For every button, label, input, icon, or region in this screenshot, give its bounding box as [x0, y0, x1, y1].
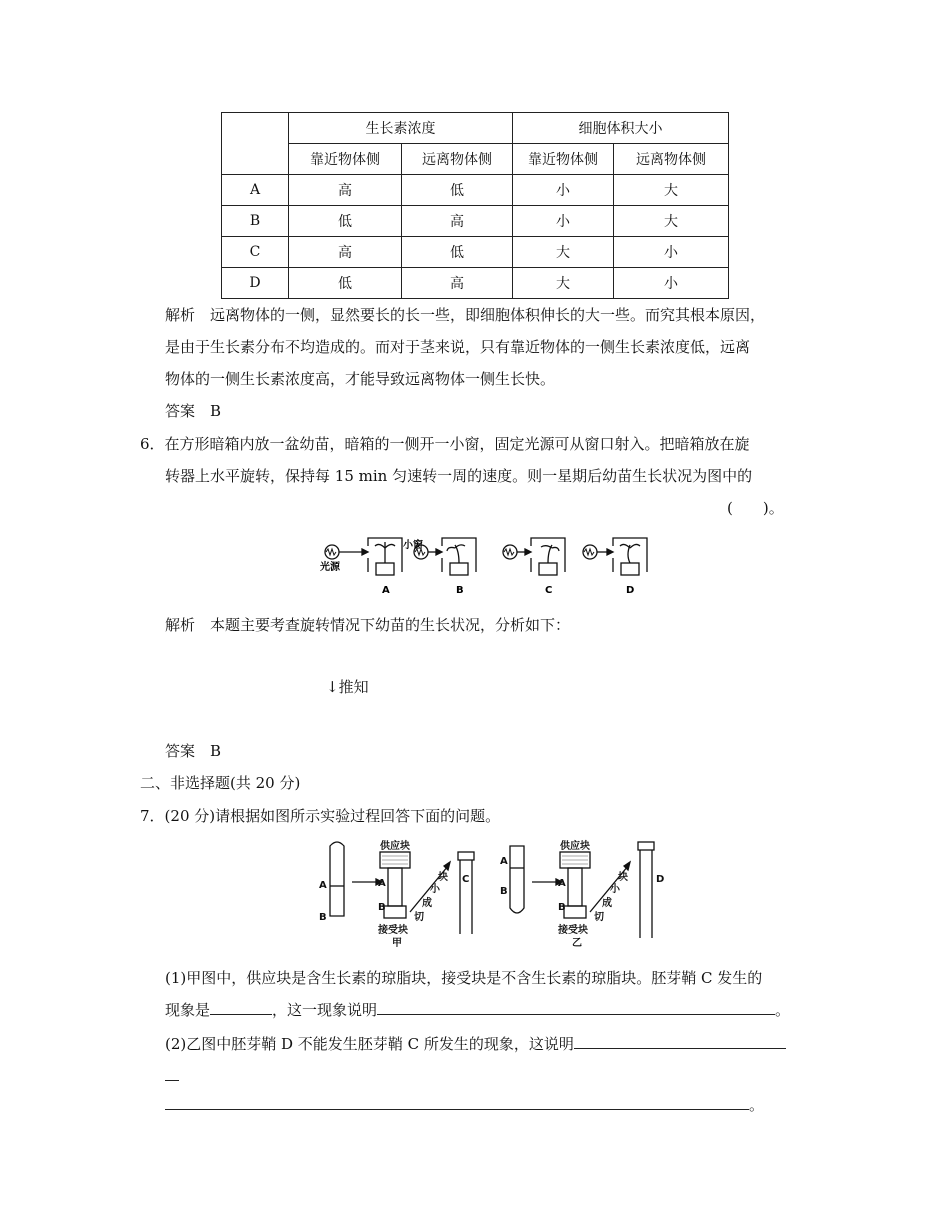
table-cell: 低 — [289, 268, 402, 299]
q7-part2-end: 。 — [749, 1096, 765, 1114]
q7-part1-line: (1)甲图中，供应块是含生长素的琼脂块，接受块是不含生长素的琼脂块。胚芽鞘 C 发生的 — [165, 969, 763, 987]
table-cell: 低 — [402, 175, 513, 206]
figure-label-a: A — [558, 878, 566, 889]
table-cell: 大 — [513, 237, 614, 268]
q7-part1-prefix: 现象是 — [165, 1001, 211, 1019]
figure-jia-label: 甲 — [392, 938, 402, 949]
answer-blank[interactable] — [165, 1080, 179, 1081]
lamp-icon — [503, 545, 517, 559]
q6-stem-line: 转器上水平旋转，保持每 15 min 匀速转一周的速度。则一星期后幼苗生长状况为图中的 — [165, 467, 753, 485]
q5-analysis-line: 是由于生长素分布不均造成的。而对于茎来说，只有靠近物体的一侧生长素浓度低，远离 — [165, 338, 751, 356]
light-source-label: 光源 — [320, 562, 340, 573]
figure-label-c: C — [462, 874, 470, 885]
receive-block-label: 接受块 — [378, 925, 408, 936]
q5-analysis-line: 物体的一侧生长素浓度高，才能导致远离物体一侧生长快。 — [165, 370, 556, 388]
small-window-label: 小窗 — [403, 540, 423, 551]
q5-answer: 答案 B — [165, 402, 222, 420]
row-label: C — [222, 237, 289, 268]
table-row — [222, 268, 729, 299]
figure-label-b: B — [319, 912, 327, 923]
figure-label-b: B — [378, 902, 386, 913]
q7-experiment-figure — [316, 838, 686, 950]
q7-part1-middle: ，这一现象说明 — [272, 1001, 378, 1019]
supply-block-label: 供应块 — [560, 841, 590, 852]
row-label: B — [222, 206, 289, 237]
q6-answer: 答案 B — [165, 742, 222, 760]
q7-part1-end: 。 — [775, 1001, 791, 1019]
table-cell: 高 — [402, 268, 513, 299]
table-subheader: 远离物体侧 — [402, 144, 513, 175]
answer-blank[interactable] — [210, 1000, 272, 1015]
figure-label-a: A — [378, 878, 386, 889]
table-cell: 低 — [402, 237, 513, 268]
answer-blank[interactable] — [165, 1095, 749, 1110]
table-row — [222, 237, 729, 268]
table-cell: 大 — [614, 206, 729, 237]
table-cell: 高 — [289, 237, 402, 268]
table-cell: 大 — [513, 268, 614, 299]
table-cell: 小 — [513, 175, 614, 206]
q7-intro: 7．(20 分)请根据如图所示实验过程回答下面的问题。 — [140, 807, 501, 825]
table-cell: 小 — [614, 268, 729, 299]
cut-label: 切 — [414, 912, 424, 923]
lamp-icon — [583, 545, 597, 559]
table-cell: 高 — [289, 175, 402, 206]
figure-label-b: B — [500, 886, 508, 897]
lamp-icon — [325, 545, 339, 559]
q5-analysis-line: 解析 远离物体的一侧，显然要长的长一些，即细胞体积伸长的大一些。而究其根本原因， — [165, 306, 766, 324]
option-label: A — [382, 585, 390, 596]
q7-part1-line — [165, 999, 790, 1020]
block-label: 块 — [618, 872, 628, 883]
q7-part2-line — [165, 1033, 786, 1054]
small-label: 小 — [430, 884, 440, 895]
table-cell: 小 — [513, 206, 614, 237]
table-row — [222, 206, 729, 237]
figure-label-a: A — [319, 880, 327, 891]
table-cell: 大 — [614, 175, 729, 206]
option-label: C — [545, 585, 553, 596]
table-group-header: 生长素浓度 — [289, 113, 513, 144]
option-label: B — [456, 585, 464, 596]
table-cell: 高 — [402, 206, 513, 237]
block-label: 块 — [438, 872, 448, 883]
table-cell: 低 — [289, 206, 402, 237]
figure-yi-label: 乙 — [572, 938, 582, 949]
section-heading: 二、非选择题(共 20 分) — [140, 774, 301, 792]
table-cell: 小 — [614, 237, 729, 268]
answer-blank[interactable] — [574, 1034, 786, 1049]
supply-block-label: 供应块 — [380, 841, 410, 852]
small-label: 小 — [610, 884, 620, 895]
row-label: A — [222, 175, 289, 206]
q6-seedling-figure — [318, 530, 668, 598]
q6-analysis: 解析 本题主要考查旋转情况下幼苗的生长状况，分析如下： — [165, 616, 571, 634]
q6-answer-bracket: ( )。 — [727, 499, 784, 517]
receive-block-label: 接受块 — [558, 925, 588, 936]
table-row — [222, 175, 729, 206]
table-subheader: 远离物体侧 — [614, 144, 729, 175]
cut-label: 切 — [594, 912, 604, 923]
into-label: 成 — [602, 898, 612, 909]
figure-label-a: A — [500, 856, 508, 867]
table-group-header: 细胞体积大小 — [513, 113, 729, 144]
table-subheader: 靠近物体侧 — [289, 144, 402, 175]
answer-blank[interactable] — [377, 1000, 775, 1015]
q7-part2-text: (2)乙图中胚芽鞘 D 不能发生胚芽鞘 C 所发生的现象，这说明 — [165, 1035, 574, 1053]
q7-part2-continue — [165, 1094, 764, 1115]
into-label: 成 — [422, 898, 432, 909]
row-label: D — [222, 268, 289, 299]
table-subheader: 靠近物体侧 — [513, 144, 614, 175]
figure-label-d: D — [656, 874, 665, 885]
table-corner-cell — [222, 113, 289, 175]
option-label: D — [626, 585, 635, 596]
q5-answer-table — [221, 112, 729, 299]
figure-label-b: B — [558, 902, 566, 913]
q6-stem-line: 6．在方形暗箱内放一盆幼苗，暗箱的一侧开一小窗，固定光源可从窗口射入。把暗箱放在旋 — [140, 435, 750, 453]
q6-infer-arrow: ↓推知 — [326, 678, 369, 696]
